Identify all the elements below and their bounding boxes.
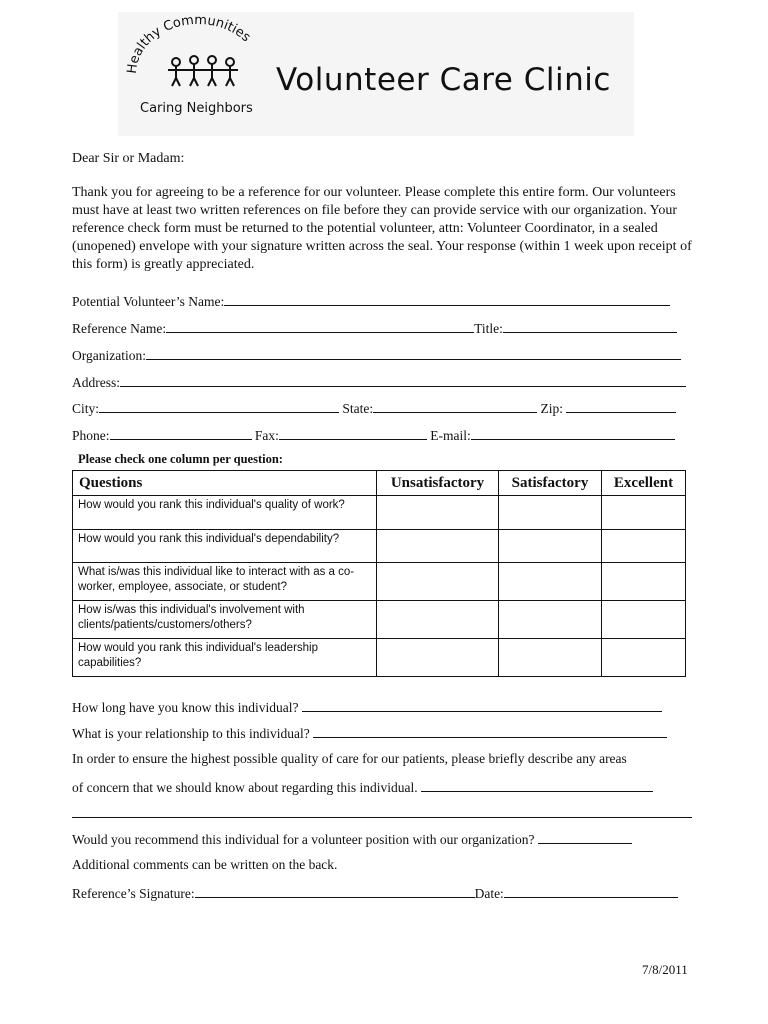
- email-label: E-mail:: [430, 428, 471, 443]
- title-field[interactable]: [503, 319, 677, 333]
- how-long-field[interactable]: [302, 698, 662, 712]
- excellent-checkbox-cell[interactable]: [602, 639, 686, 677]
- concerns-extra-line[interactable]: [72, 804, 692, 818]
- header-excellent: Excellent: [602, 471, 686, 496]
- table-row: [73, 496, 686, 530]
- organization-label: Organization:: [72, 348, 146, 363]
- logo-arc-text: Healthy Communities: [124, 12, 254, 75]
- intro-paragraph: Thank you for agreeing to be a reference for our volunteer. Please complete this entire form. Our volunteers must have at least two written references on file before they can provide service with our organization. Your reference check form must be returned to the potential volunteer, attn: Volunteer Coordinator, in a sealed (unopened) envelope with your signature written across the seal. Your response (within 1 week upon receipt of this form) is greatly appreciated.: [72, 185, 692, 272]
- organization-field[interactable]: [146, 346, 681, 360]
- reference-name-field[interactable]: [166, 319, 474, 333]
- table-row: [73, 563, 686, 601]
- potential-volunteer-name-label: Potential Volunteer’s Name:: [72, 294, 225, 309]
- clinic-logo: [118, 12, 278, 136]
- table-row: [73, 639, 686, 677]
- zip-label: Zip:: [540, 401, 564, 416]
- excellent-checkbox-cell[interactable]: [602, 601, 686, 639]
- satisfactory-checkbox-cell[interactable]: [499, 496, 602, 530]
- unsatisfactory-checkbox-cell[interactable]: [377, 496, 499, 530]
- excellent-checkbox-cell[interactable]: [602, 530, 686, 563]
- table-instruction: Please check one column per question:: [78, 452, 283, 466]
- potential-volunteer-name-row: [72, 292, 670, 310]
- people-icon: [168, 56, 238, 86]
- fax-field[interactable]: [279, 426, 427, 440]
- recommend-label: Would you recommend this individual for a volunteer position with our organization?: [72, 832, 535, 847]
- unsatisfactory-checkbox-cell[interactable]: [377, 530, 499, 563]
- question-cell: How would you rank this individual's quality of work?: [73, 496, 377, 530]
- signature-label: Reference’s Signature:: [72, 886, 195, 901]
- question-cell: How would you rank this individual's leadership capabilities?: [73, 639, 377, 677]
- satisfactory-checkbox-cell[interactable]: [499, 601, 602, 639]
- header-satisfactory: Satisfactory: [499, 471, 602, 496]
- city-field[interactable]: [99, 399, 339, 413]
- title-label: Title:: [474, 321, 503, 336]
- address-label: Address:: [72, 375, 120, 390]
- signature-field[interactable]: [195, 884, 475, 898]
- phone-label: Phone:: [72, 428, 110, 443]
- footer-date-stamp: 7/8/2011: [642, 962, 688, 977]
- header-questions: Questions: [73, 471, 377, 496]
- how-long-row: [72, 698, 662, 716]
- greeting: Dear Sir or Madam:: [72, 151, 185, 166]
- reference-name-row: [72, 319, 677, 337]
- satisfactory-checkbox-cell[interactable]: [499, 530, 602, 563]
- question-cell: How would you rank this individual's dependability?: [73, 530, 377, 563]
- satisfactory-checkbox-cell[interactable]: [499, 639, 602, 677]
- concerns-row: [72, 778, 653, 796]
- unsatisfactory-checkbox-cell[interactable]: [377, 563, 499, 601]
- email-field[interactable]: [471, 426, 675, 440]
- clinic-title: Volunteer Care Clinic: [276, 62, 611, 98]
- state-field[interactable]: [373, 399, 537, 413]
- table-row: [73, 601, 686, 639]
- table-row: [73, 530, 686, 563]
- organization-row: [72, 346, 681, 364]
- date-label: Date:: [474, 886, 504, 901]
- recommend-row: [72, 830, 632, 848]
- recommend-field[interactable]: [538, 830, 632, 844]
- additional-comments-note: Additional comments can be written on the back.: [72, 857, 338, 872]
- phone-field[interactable]: [110, 426, 252, 440]
- reference-name-label: Reference Name:: [72, 321, 167, 336]
- svg-text:Healthy Communities: [125, 13, 254, 75]
- address-field[interactable]: [120, 373, 686, 387]
- unsatisfactory-checkbox-cell[interactable]: [377, 601, 499, 639]
- logo-bottom-text: Caring Neighbors: [140, 101, 253, 116]
- city-state-zip-row: [72, 399, 676, 417]
- header-unsatisfactory: Unsatisfactory: [377, 471, 499, 496]
- how-long-label: How long have you know this individual?: [72, 700, 299, 715]
- potential-volunteer-name-field[interactable]: [224, 292, 670, 306]
- question-cell: What is/was this individual like to interact with as a co-worker, employee, associate, or student?: [73, 563, 377, 601]
- question-cell: How is/was this individual's involvement with clients/patients/customers/others?: [73, 601, 377, 639]
- table-header-row: [73, 471, 686, 496]
- city-label: City:: [72, 401, 100, 416]
- address-row: [72, 373, 686, 391]
- unsatisfactory-checkbox-cell[interactable]: [377, 639, 499, 677]
- excellent-checkbox-cell[interactable]: [602, 496, 686, 530]
- relationship-field[interactable]: [313, 724, 667, 738]
- excellent-checkbox-cell[interactable]: [602, 563, 686, 601]
- zip-field[interactable]: [566, 399, 676, 413]
- concerns-prompt-line1: In order to ensure the highest possible quality of care for our patients, please briefly describe any areas: [72, 751, 627, 766]
- concerns-field[interactable]: [421, 778, 653, 792]
- fax-label: Fax:: [254, 428, 279, 443]
- relationship-row: [72, 724, 667, 742]
- concerns-prompt-line2: of concern that we should know about regarding this individual.: [72, 780, 418, 795]
- state-label: State:: [342, 401, 374, 416]
- relationship-label: What is your relationship to this individual?: [72, 726, 310, 741]
- phone-fax-email-row: [72, 426, 675, 444]
- date-field[interactable]: [504, 884, 678, 898]
- satisfactory-checkbox-cell[interactable]: [499, 563, 602, 601]
- rating-table: [72, 470, 686, 677]
- signature-row: [72, 884, 678, 902]
